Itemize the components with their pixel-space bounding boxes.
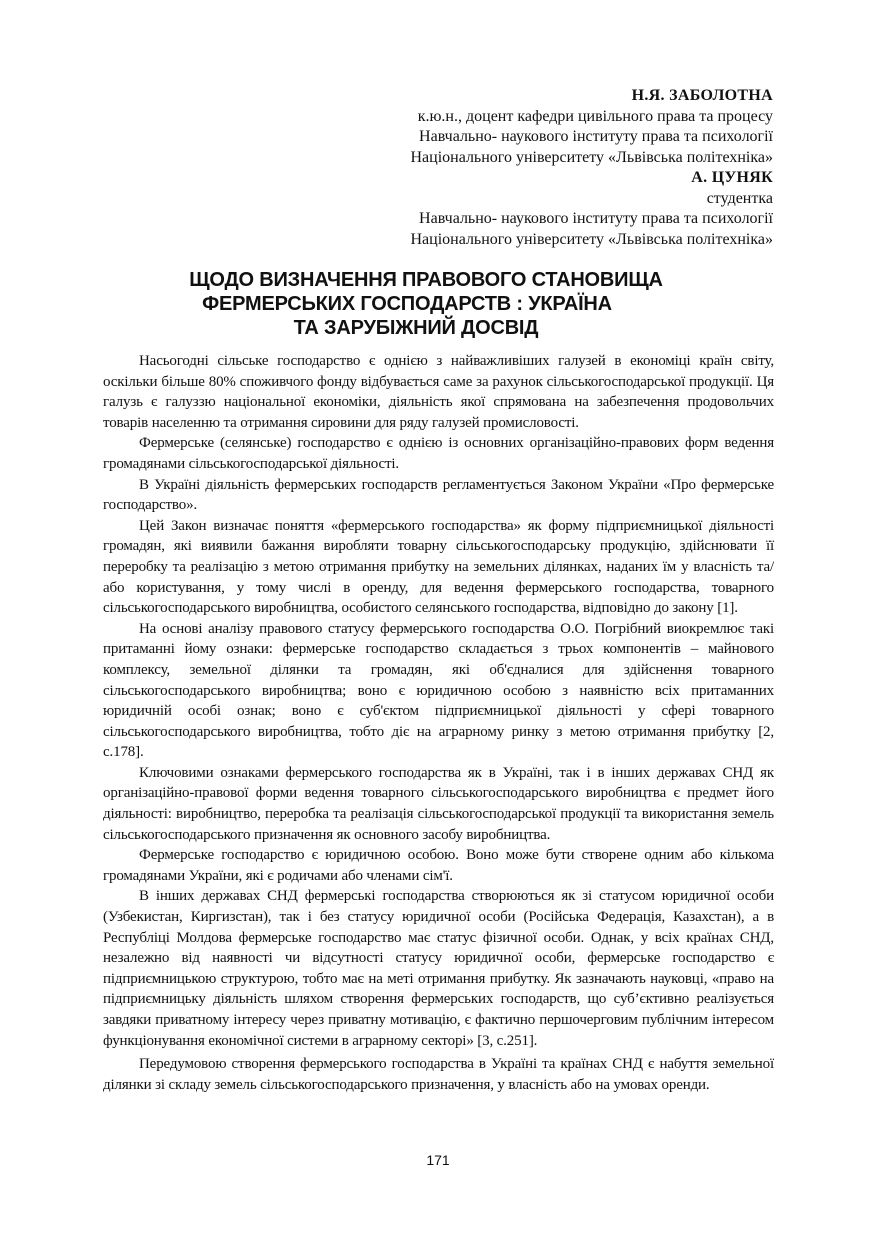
paragraph: Ключовими ознаками фермерського господарства як в Україні, так і в інших державах СНД як організаційно-правової форми ведення товарного сільськогосподарського виробництва є предмет його діяльності: виробництво, переробка та реалізація сільськогосподарської продукції та використання земель сільськогосподарського призначення як основного засобу виробництва. [103, 764, 774, 843]
author-name: Н.Я. ЗАБОЛОТНА [631, 87, 773, 104]
paragraph: Фермерське (селянське) господарство є однією із основних організаційно-правових форм ведення громадянами сільськогосподарської діяльності. [103, 435, 774, 472]
paragraph: В інших державах СНД фермерські господарства створюються як зі статусом юридичної особи (Узбекистан, Киргизстан), так і без статусу юридичної особи (Російська Федерація, Казахстан), а в Республіці Молдова фермерське господарство має статус фізичної особи. Однак, у всіх країнах СНД, незалежно від наявності чи відсутності статусу юридичної особи, фермерське господарство є підприємницькою структурою, тобто має на меті отримання прибутку. Як зазначають науковці, «право на підприємницьку діяльність шляхом створення фермерських господарств, що суб’єктивно реалізується завдяки приватному інтересу через приватну мотивацію, є фактично першочерговим публічним інтересом функціонування економічної системи в аграрному секторі» [3, с.251]. [103, 888, 774, 1049]
title-line: ТА ЗАРУБІЖНИЙ ДОСВІД [293, 317, 539, 339]
author-block [410, 86, 773, 250]
article-title [100, 268, 776, 340]
article-body [103, 351, 774, 1095]
page-number: 171 [426, 1152, 450, 1168]
paragraph: Фермерське господарство є юридичною особою. Воно може бути створене одним або кількома громадянами України, які є родичами або членами сім'ї. [103, 847, 774, 884]
author-affiliation-line: Навчально- наукового інституту права та психології [419, 128, 773, 145]
title-line: ФЕРМЕРСЬКИХ ГОСПОДАРСТВ : УКРАЇНА [202, 293, 612, 315]
author-name: А. ЦУНЯК [691, 169, 773, 186]
author-affiliation-line: к.ю.н., доцент кафедри цивільного права та процесу [417, 107, 773, 125]
paragraph: В Україні діяльність фермерських господарств регламентується Законом України «Про фермерське господарство». [103, 476, 774, 514]
author-affiliation-line: Національного університету «Львівська політехніка» [410, 230, 773, 248]
author-affiliation-line: студентка [706, 189, 773, 207]
author-affiliation-line: Національного університету «Львівська політехніка» [410, 148, 773, 166]
paragraph: На основі аналізу правового статусу фермерського господарства О.О. Погрібний виокремлює такі притаманні йому ознаки: фермерське господарство складається з трьох компонентів – майнового комплексу, земельної ділянки та громадян, які об'єдналися для здійснення товарного сільськогосподарського виробництва; воно є юридичною особою з наявністю всіх притаманних юридичній особі ознак; воно є суб'єктом підприємницької діяльності у сфері товарного сільськогосподарського виробництва, тобто діє на аграрному ринку з метою отримання прибутку [2, с.178]. [103, 620, 774, 761]
paragraph: Насьогодні сільське господарство є однією з найважливіших галузей в економіці країн світу, оскільки більше 80% споживчого фонду відбувається саме за рахунок сільськогосподарської продукції. Ця галузь є галуззю національної економіки, діяльність якої спрямована на забезпечення продовольчих товарів населенню та отримання сировини для ряду галузей промисловості. [103, 353, 774, 431]
paragraph: Передумовою створення фермерського господарства в Україні та країнах СНД є набуття земельної ділянки зі складу земель сільськогосподарського призначення, у власність або на умовах оренди. [103, 1056, 774, 1093]
paragraph: Цей Закон визначає поняття «фермерського господарства» як форму підприємницької діяльності громадян, які виявили бажання виробляти товарну сільськогосподарську продукцію, здійснювати її переробку та реалізацію з метою отримання прибутку на земельних ділянках, наданих їм у власність та/або користування, у тому числі в оренду, для ведення фермерського господарства, товарного сільськогосподарського виробництва, особистого селянського господарства, відповідно до закону [1]. [103, 517, 774, 617]
author-affiliation-line: Навчально- наукового інституту права та психології [419, 210, 773, 227]
title-line: ЩОДО ВИЗНАЧЕННЯ ПРАВОВОГО СТАНОВИЩА [189, 269, 663, 291]
